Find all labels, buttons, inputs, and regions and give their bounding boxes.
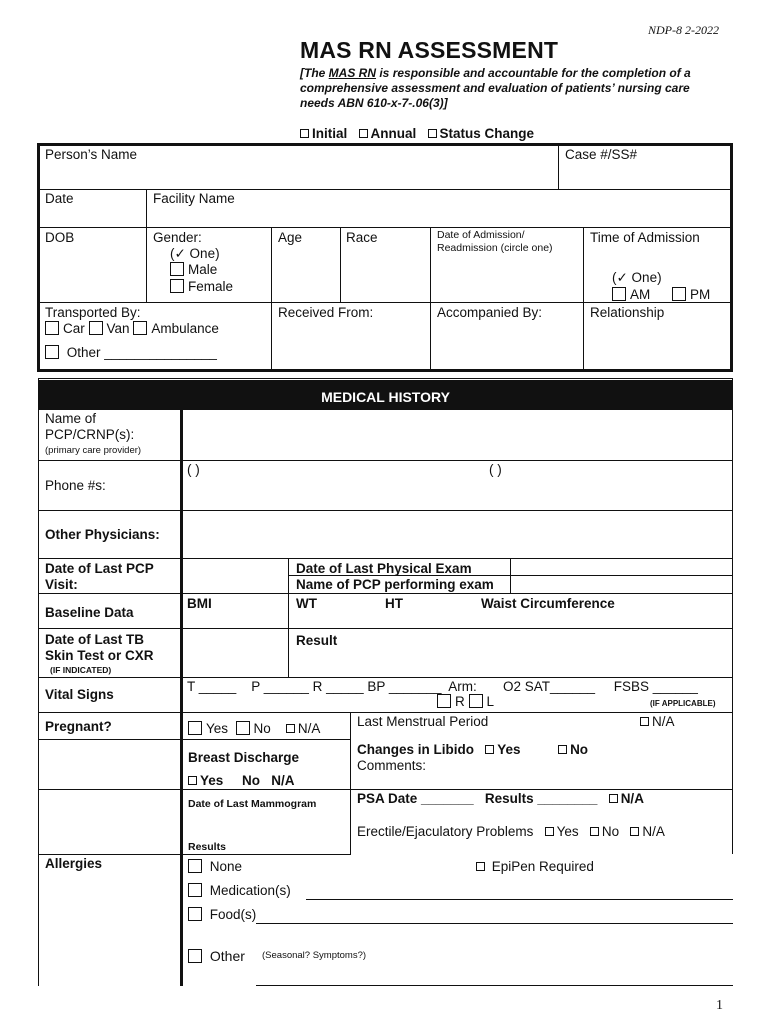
assessment-type	[300, 126, 534, 141]
breast-discharge-options[interactable]: Yes No N/A	[188, 773, 295, 788]
allergy-food-checkbox[interactable]: Food(s)	[188, 907, 256, 922]
pregnant-no-checkbox[interactable]: No	[236, 721, 271, 736]
ht-label: HT	[385, 596, 403, 611]
mammogram-results-label: Results	[188, 841, 226, 853]
mammogram-label: Date of Last Mammogram	[188, 798, 317, 810]
page-number: 1	[716, 998, 723, 1013]
psa-na-checkbox[interactable]: N/A	[609, 791, 644, 806]
age-label: Age	[278, 230, 303, 245]
initial-checkbox[interactable]: Initial	[300, 126, 347, 141]
phone-label: Phone #s:	[45, 478, 106, 493]
demographics-box	[37, 143, 733, 372]
pcp-name-label: Name of PCP/CRNP(s): (primary care provider)	[45, 411, 142, 456]
seasonal-note: (Seasonal? Symptoms?)	[262, 950, 367, 961]
male-checkbox[interactable]: Male	[170, 262, 217, 277]
pm-checkbox[interactable]: PM	[672, 287, 710, 302]
allergy-medication-checkbox[interactable]: Medication(s)	[188, 883, 291, 898]
vital-signs-label: Vital Signs	[45, 687, 114, 702]
arm-right-checkbox[interactable]: R	[437, 694, 465, 709]
bmi-label: BMI	[187, 596, 212, 611]
persons-name-label: Person’s Name	[45, 147, 138, 162]
psa-row: PSA Date _______ Results ________ N/A	[357, 791, 644, 806]
pregnant-label: Pregnant?	[45, 719, 112, 734]
lmp-label: Last Menstrual Period	[357, 714, 489, 729]
fsbs-if-applicable: (IF APPLICABLE)	[650, 699, 716, 708]
female-checkbox[interactable]: Female	[170, 279, 233, 294]
time-admission-label: Time of Admission	[590, 230, 700, 245]
tb-label: Date of Last TB Skin Test or CXR	[45, 632, 154, 663]
transport-options	[45, 321, 219, 336]
form-code: NDP-8 2-2022	[648, 23, 719, 37]
allergy-none-checkbox[interactable]: None	[188, 859, 242, 874]
allergies-label: Allergies	[45, 856, 103, 871]
phone-area-code-2: ( )	[489, 462, 502, 477]
tb-if-indicated: (IF INDICATED)	[50, 665, 112, 675]
pcp-exam-label: Name of PCP performing exam	[296, 577, 494, 592]
transported-label: Transported By:	[45, 305, 141, 320]
other-transport-checkbox[interactable]: Other _______________	[45, 345, 217, 360]
other-physicians-label: Other Physicians:	[45, 527, 160, 542]
time-one-note: (✓ One)	[612, 270, 662, 285]
medical-history-heading: MEDICAL HISTORY	[38, 380, 733, 410]
libido-no-checkbox[interactable]: No	[558, 742, 588, 757]
erectile-na-checkbox[interactable]: N/A	[630, 824, 665, 839]
arm-options	[437, 694, 494, 709]
page-title: MAS RN ASSESSMENT	[300, 37, 559, 63]
date-label: Date	[45, 191, 74, 206]
erectile-no-checkbox[interactable]: No	[590, 824, 619, 839]
pregnant-options	[188, 721, 320, 736]
relationship-label: Relationship	[590, 305, 665, 320]
waist-label: Waist Circumference	[481, 596, 615, 611]
race-label: Race	[346, 230, 378, 245]
result-label: Result	[296, 633, 338, 648]
epipen-checkbox[interactable]: EpiPen Required	[476, 859, 594, 874]
facility-label: Facility Name	[153, 191, 235, 206]
last-pcp-visit-label: Date of Last PCP Visit:	[45, 561, 154, 592]
comments-label: Comments:	[357, 758, 427, 773]
arm-left-checkbox[interactable]: L	[469, 694, 495, 709]
received-from-label: Received From:	[278, 305, 374, 320]
vitals-line: T _____ P ______ R _____ BP _______ Arm: O2 SAT______ FSBS ______	[187, 679, 698, 694]
dob-label: DOB	[45, 230, 75, 245]
gender-one-note: (✓ One)	[170, 246, 220, 261]
libido-row	[357, 742, 588, 757]
status-change-checkbox[interactable]: Status Change	[428, 126, 535, 141]
pregnant-na-checkbox[interactable]: N/A	[286, 721, 321, 736]
erectile-row: Erectile/Ejaculatory Problems Yes No N/A	[357, 824, 665, 839]
wt-label: WT	[296, 596, 317, 611]
baseline-label: Baseline Data	[45, 605, 134, 620]
admission-label: Date of Admission/ Readmission (circle one)	[437, 229, 553, 254]
van-checkbox[interactable]: Van	[89, 321, 130, 336]
erectile-yes-checkbox[interactable]: Yes	[545, 824, 579, 839]
case-label: Case #/SS#	[565, 147, 638, 162]
gender-label: Gender:	[153, 230, 202, 245]
allergy-other-checkbox[interactable]: Other	[188, 948, 245, 964]
libido-yes-checkbox[interactable]: Yes	[485, 742, 520, 757]
lmp-na-checkbox[interactable]: N/A	[640, 714, 675, 729]
last-physical-label: Date of Last Physical Exam	[296, 561, 472, 576]
breast-discharge-label: Breast Discharge	[188, 750, 300, 765]
libido-label: Changes in Libido	[357, 742, 474, 757]
pregnant-yes-checkbox[interactable]: Yes	[188, 721, 228, 736]
am-checkbox[interactable]: AM	[612, 287, 650, 302]
phone-area-code-1: ( )	[187, 462, 200, 477]
annual-checkbox[interactable]: Annual	[359, 126, 417, 141]
ambulance-checkbox[interactable]: Ambulance	[133, 321, 219, 336]
title-subtext: [The MAS RN is responsible and accountable for the completion of a comprehensive assessment and evaluation of patients’ nursing care needs ABN 610-x-7-.06(3)]	[300, 66, 691, 110]
car-checkbox[interactable]: Car	[45, 321, 85, 336]
accompanied-label: Accompanied By:	[437, 305, 543, 320]
